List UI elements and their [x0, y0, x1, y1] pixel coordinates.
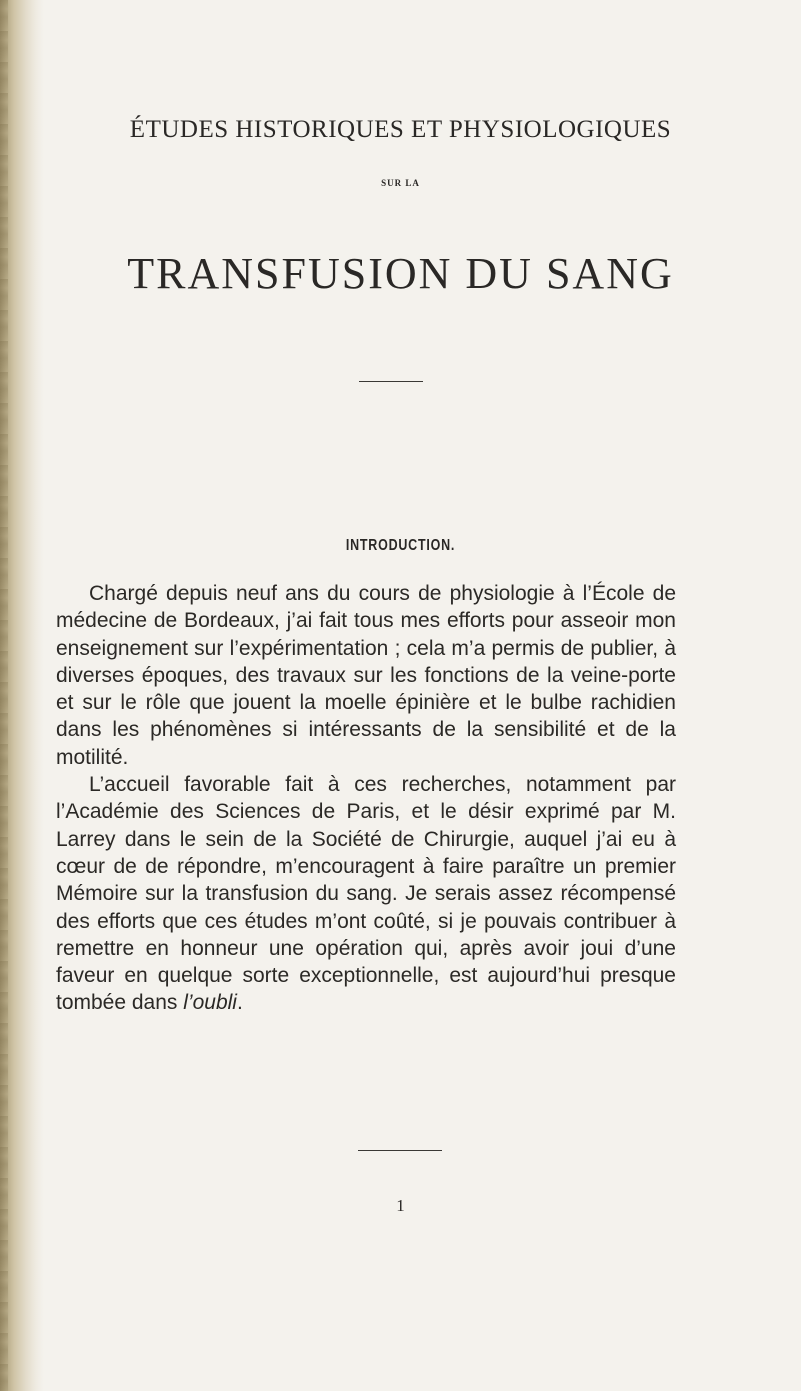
section-heading-introduction: INTRODUCTION.	[345, 537, 456, 554]
page-binding-edge	[0, 0, 44, 1391]
paragraph-2	[56, 771, 676, 1017]
paragraph-2-final-punctuation: .	[236, 991, 243, 1015]
body-text	[56, 580, 676, 1017]
closing-divider-rule	[358, 1150, 442, 1151]
title-line-etudes: ÉTUDES HISTORIQUES ET PHYSIOLOGIQUES	[129, 116, 672, 143]
paragraph-2-italic-word: l’oubli	[183, 991, 237, 1015]
title-divider-rule	[359, 381, 423, 382]
main-title: TRANSFUSION DU SANG	[127, 249, 674, 298]
paragraph-1: Chargé depuis neuf ans du cours de physiologie à l’École de médecine de Bordeaux, j’ai fait tous mes efforts pour asseoir mon enseignement sur l’expérimentation ; cela m’a permis de publier, à diverses époques, des travaux sur les fonctions de la veine-porte et sur le rôle que jouent la moelle épinière et le bulbe rachidien dans les phénomènes si intéressants de la sensibilité et de la motilité.	[56, 582, 676, 769]
paragraph-2-text: L’accueil favorable fait à ces recherches, notamment par l’Académie des Sciences de Paris, et le désir exprimé par M. Larrey dans le sein de la Société de Chirurgie, auquel j’ai eu à cœur de de répondre, m’encouragent à faire paraître un premier Mémoire sur la transfusion du sang. Je serais assez récompensé des efforts que ces études m’ont coûté, si je pouvais contribuer à remettre en honneur une opération qui, après avoir joui d’une faveur en quelque sorte exceptionnelle, est aujourd’hui presque tombée dans	[56, 773, 676, 1015]
title-line-sur-la: SUR LA	[381, 178, 420, 188]
page-number: 1	[396, 1196, 405, 1215]
